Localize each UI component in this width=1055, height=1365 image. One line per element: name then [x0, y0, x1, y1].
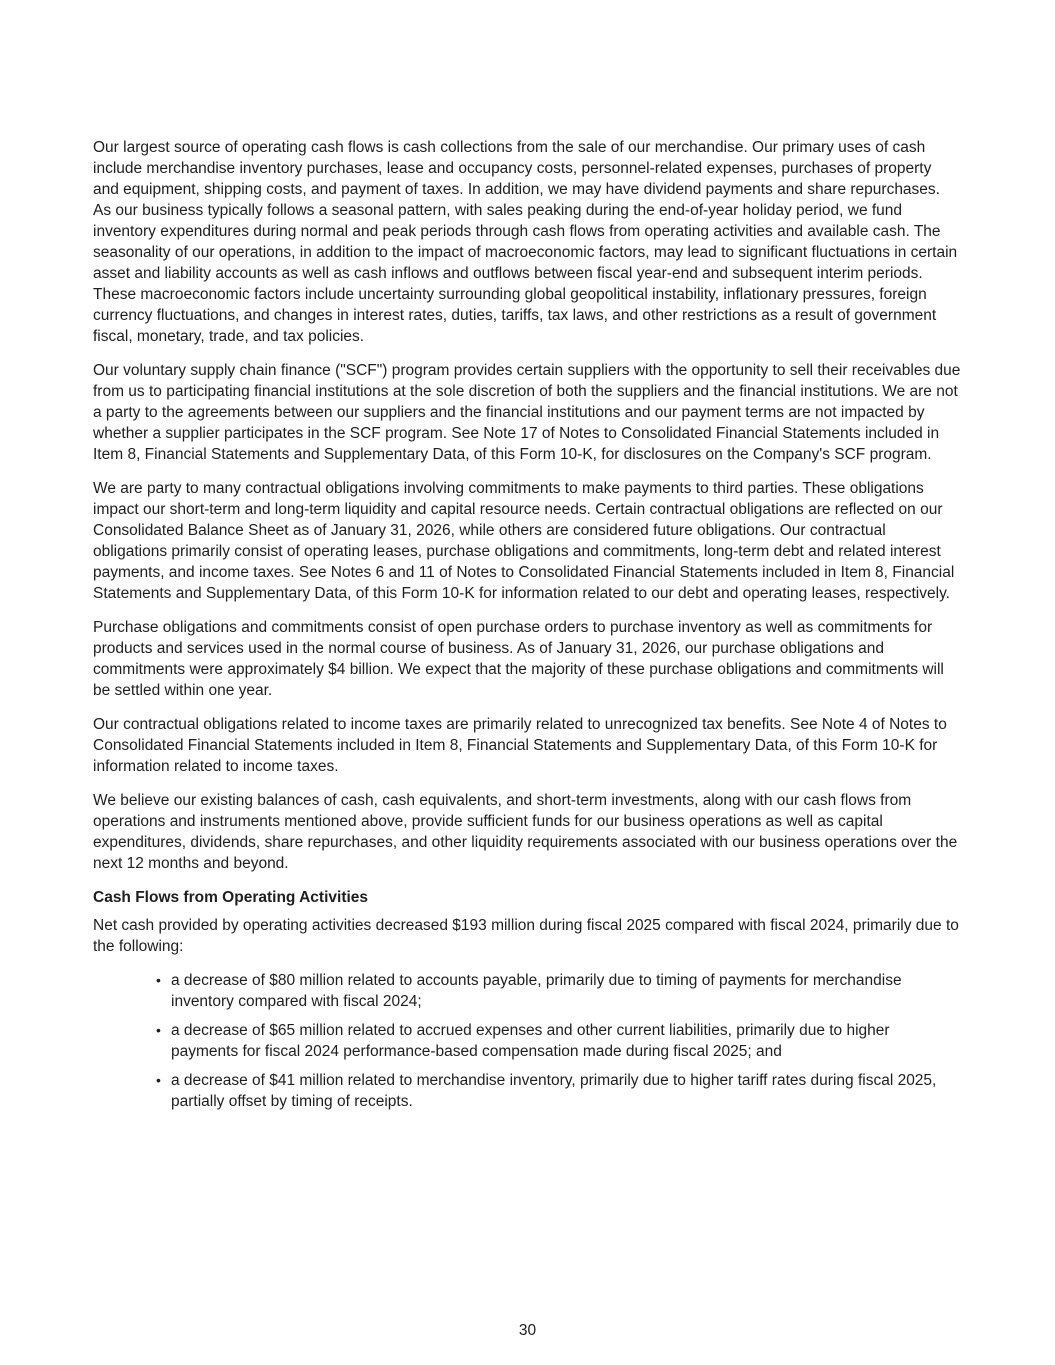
- list-item-accrued-expenses: • a decrease of $65 million related to accrued expenses and other current liabilities, primarily due to higher payments for fiscal 2024 performance-based compensation made during fiscal 2025; and: [171, 1020, 961, 1062]
- document-body: [93, 137, 961, 1125]
- bullet-list: [93, 970, 961, 1112]
- paragraph-income-taxes: Our contractual obligations related to income taxes are primarily related to unrecognized tax benefits. See Note 4 of Notes to Consolidated Financial Statements included in Item 8, Financial Statements and Supplementary Data, of this Form 10-K for information related to income taxes.: [93, 716, 947, 775]
- paragraph-liquidity-outlook: We believe our existing balances of cash, cash equivalents, and short-term investments, along with our cash flows from operations and instruments mentioned above, provide sufficient funds for our business operations as well as capital expenditures, dividends, share repurchases, and other liquidity requirements associated with our business operations over the next 12 months and beyond.: [93, 792, 958, 872]
- paragraph-contractual-obligations: We are party to many contractual obligations involving commitments to make payments to third parties. These obligations impact our short-term and long-term liquidity and capital resource needs. Certain contractual obligations are reflected on our Consolidated Balance Sheet as of January 31, 2026, while others are considered future obligations. Our contractual obligations primarily consist of operating leases, purchase obligations and commitments, long-term debt and related interest payments, and income taxes. See Notes 6 and 11 of Notes to Consolidated Financial Statements included in Item 8, Financial Statements and Supplementary Data, of this Form 10-K for information related to our debt and operating leases, respectively.: [93, 480, 955, 602]
- paragraph-purchase-obligations: Purchase obligations and commitments consist of open purchase orders to purchase inventory as well as commitments for products and services used in the normal course of business. As of January 31, 2026, our purchase obligations and commitments were approximately $4 billion. We expect that the majority of these purchase obligations and commitments will be settled within one year.: [93, 619, 944, 699]
- paragraph-scf-program: Our voluntary supply chain finance ("SCF") program provides certain suppliers with the opportunity to sell their receivables due from us to participating financial institutions at the sole discretion of both the suppliers and the financial institutions. We are not a party to the agreements between our suppliers and the financial institutions and our payment terms are not impacted by whether a supplier participates in the SCF program. See Note 17 of Notes to Consolidated Financial Statements included in Item 8, Financial Statements and Supplementary Data, of this Form 10-K, for disclosures on the Company's SCF program.: [93, 362, 961, 463]
- page-number: 30: [518, 1322, 537, 1339]
- list-item-accounts-payable: • a decrease of $80 million related to accounts payable, primarily due to timing of payments for merchandise inventory compared with fiscal 2024;: [171, 970, 961, 1012]
- paragraph-net-cash-intro: Net cash provided by operating activities decreased $193 million during fiscal 2025 compared with fiscal 2024, primarily due to the following:: [93, 917, 959, 955]
- paragraph-operating-cash-flows: Our largest source of operating cash flows is cash collections from the sale of our merchandise. Our primary uses of cash include merchandise inventory purchases, lease and occupancy costs, personnel-related expenses, purchases of property and equipment, shipping costs, and payment of taxes. In addition, we may have dividend payments and share repurchases. As our business typically follows a seasonal pattern, with sales peaking during the end-of-year holiday period, we fund inventory expenditures during normal and peak periods through cash flows from operating activities and available cash. The seasonality of our operations, in addition to the impact of macroeconomic factors, may lead to significant fluctuations in certain asset and liability accounts as well as cash inflows and outflows between fiscal year-end and subsequent interim periods. These macroeconomic factors include uncertainty surrounding global geopolitical instability, inflationary pressures, foreign currency fluctuations, and changes in interest rates, duties, tariffs, tax laws, and other restrictions as a result of government fiscal, monetary, trade, and tax policies.: [93, 139, 958, 345]
- list-item-merchandise-inventory: • a decrease of $41 million related to merchandise inventory, primarily due to higher tariff rates during fiscal 2025, partially offset by timing of receipts.: [171, 1070, 961, 1112]
- section-heading-cash-flows-operating: Cash Flows from Operating Activities: [93, 889, 369, 906]
